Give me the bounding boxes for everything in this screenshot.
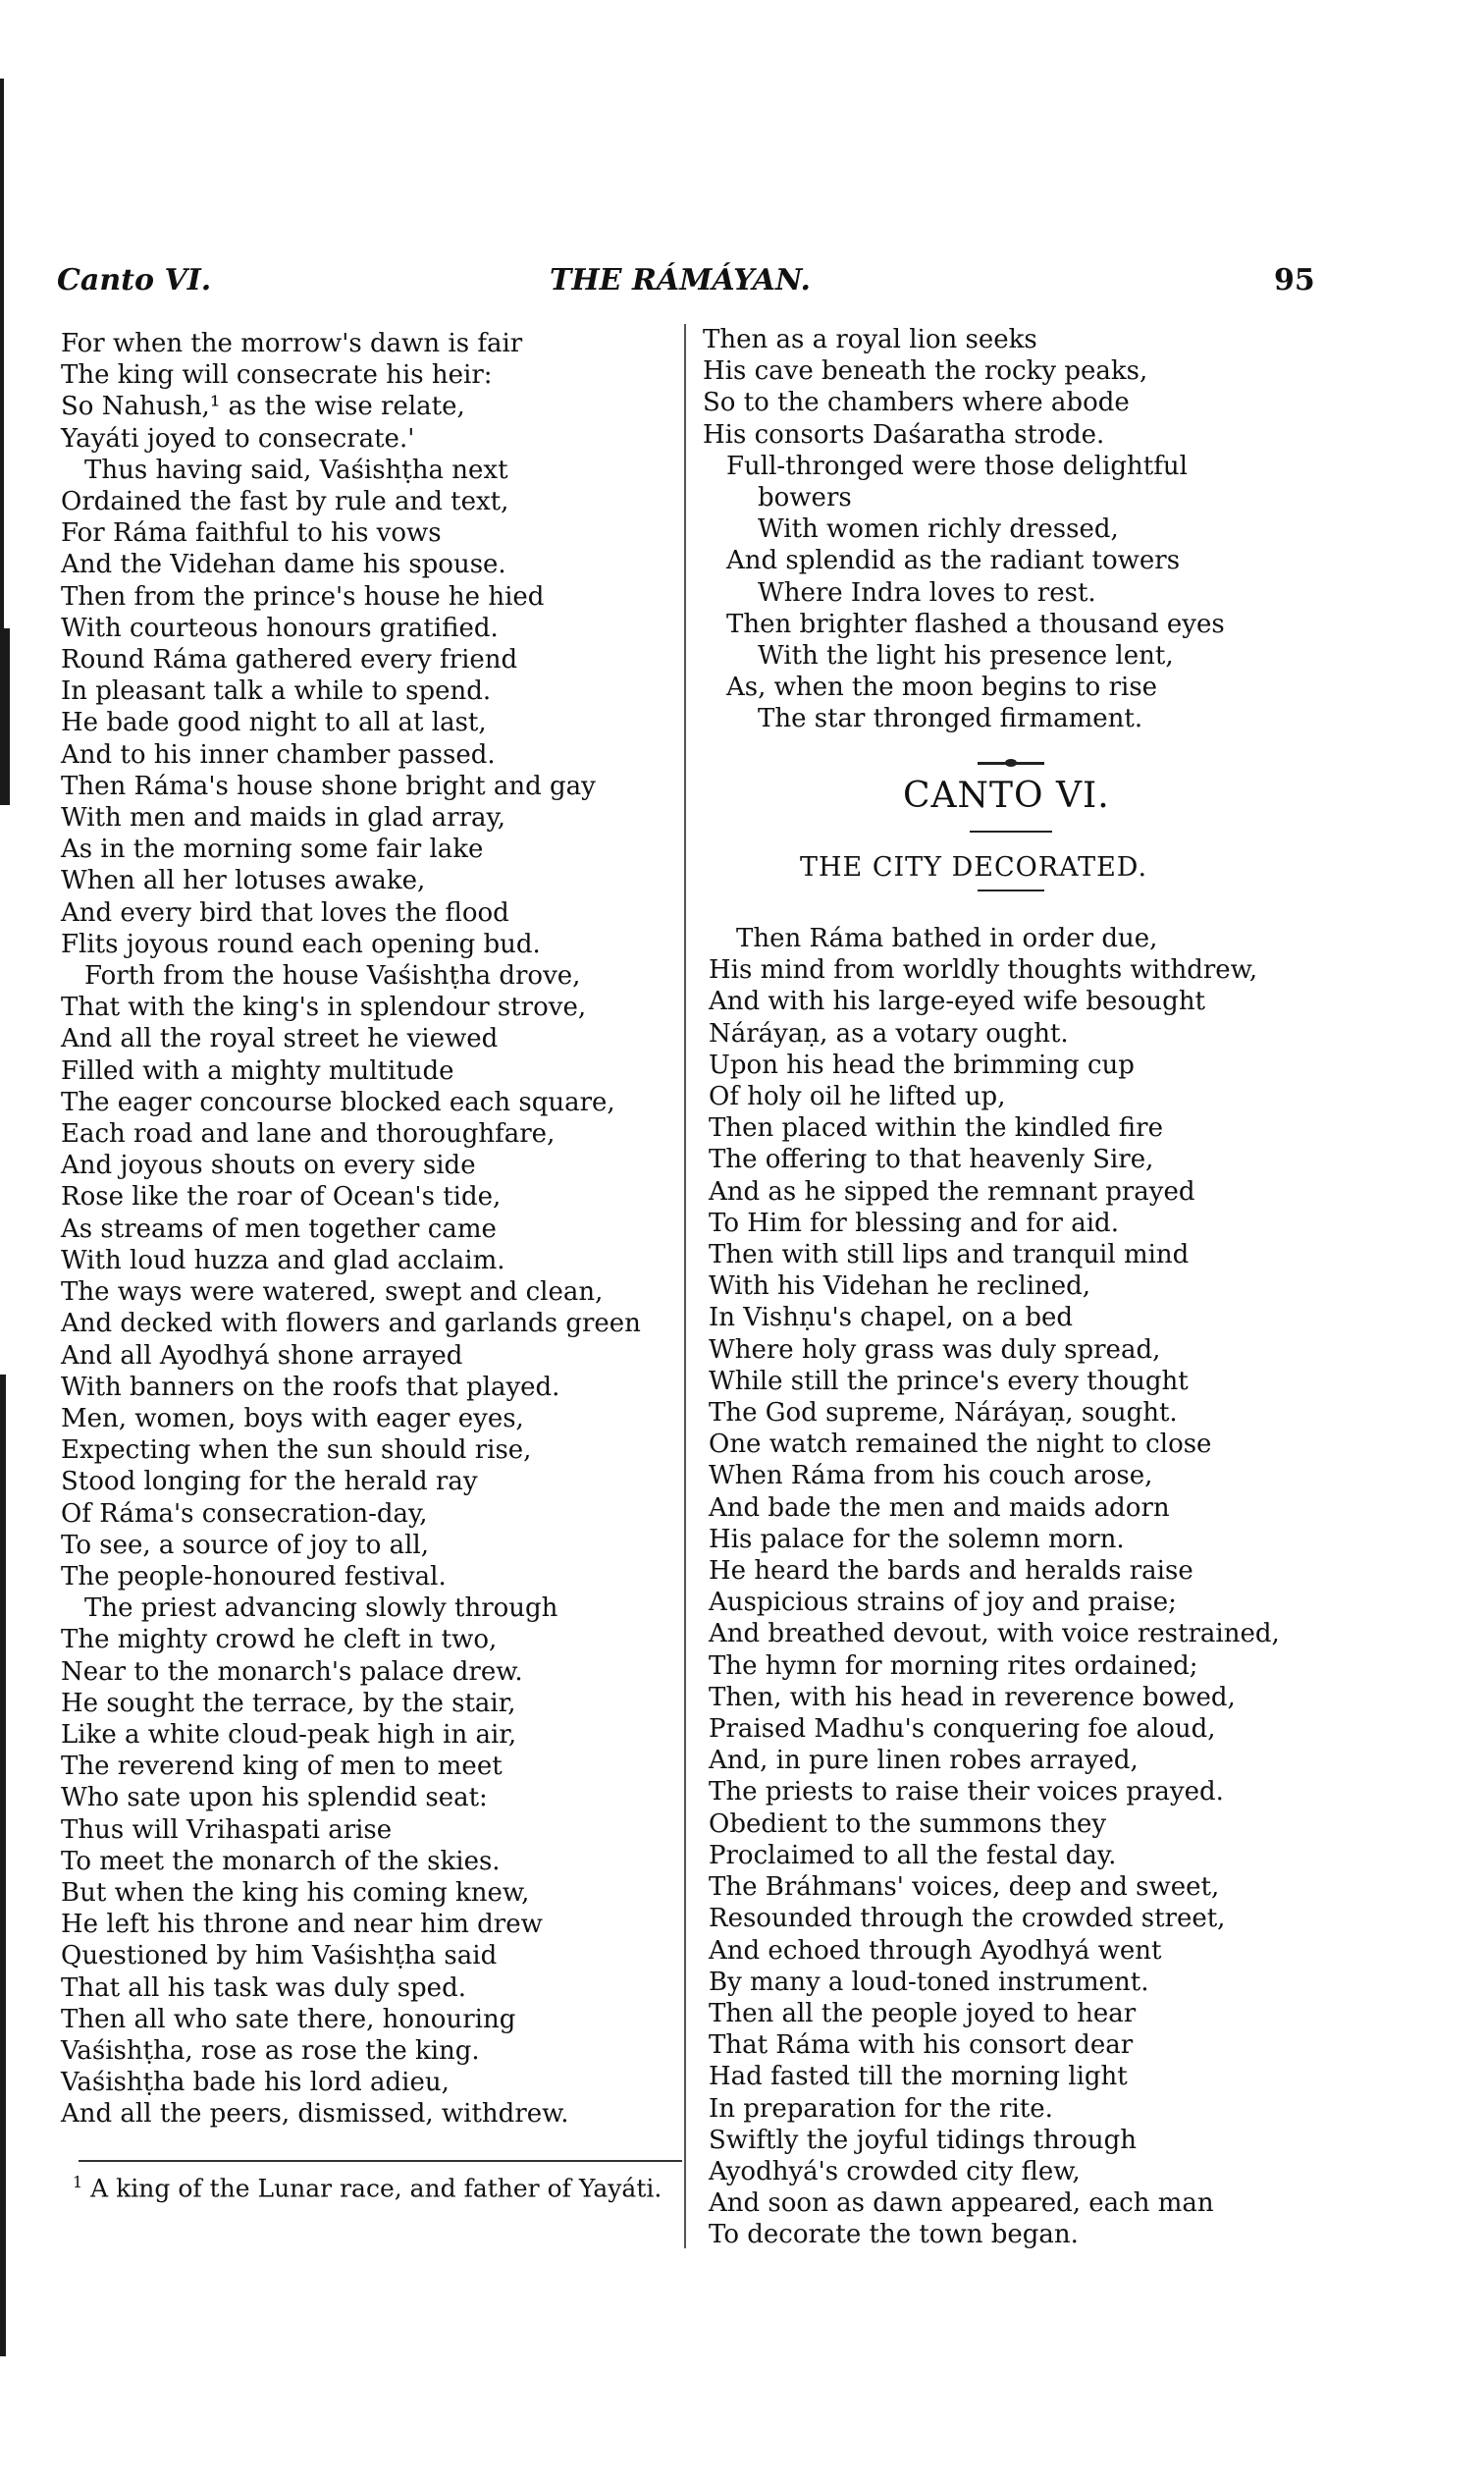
- verse-line: While still the prince's every thought: [709, 1366, 1189, 1396]
- verse-line: The mighty crowd he cleft in two,: [61, 1625, 498, 1655]
- verse-line: The priests to raise their voices prayed.: [709, 1777, 1224, 1808]
- verse-line: And every bird that loves the flood: [61, 897, 509, 928]
- verse-line: With women richly dressed,: [758, 514, 1119, 545]
- verse-line: And all the peers, dismissed, withdrew.: [61, 2099, 569, 2130]
- verse-line: In pleasant talk a while to spend.: [61, 676, 492, 707]
- verse-line: And the Videhan dame his spouse.: [61, 550, 506, 580]
- verse-line: And, in pure linen robes arrayed,: [709, 1746, 1139, 1776]
- verse-line: Then brighter flashed a thousand eyes: [726, 609, 1225, 639]
- verse-line: And joyous shouts on every side: [61, 1151, 476, 1181]
- verse-line: As streams of men together came: [61, 1214, 497, 1244]
- verse-line: Then placed within the kindled fire: [709, 1113, 1163, 1144]
- verse-line: The star thronged firmament.: [758, 704, 1143, 734]
- verse-line: His cave beneath the rocky peaks,: [703, 356, 1148, 387]
- verse-line: In preparation for the rite.: [709, 2093, 1053, 2124]
- verse-line: When all her lotuses awake,: [61, 866, 426, 896]
- verse-line: Obedient to the summons they: [709, 1808, 1107, 1839]
- footnote: [73, 2168, 691, 2203]
- scan-edge-mark: [0, 79, 4, 628]
- verse-line: When Ráma from his couch arose,: [709, 1461, 1153, 1491]
- verse-line: He heard the bards and heralds raise: [709, 1556, 1193, 1587]
- verse-line: Then as a royal lion seeks: [703, 325, 1037, 354]
- verse-line: With his Videhan he reclined,: [709, 1271, 1091, 1302]
- verse-line: The ways were watered, swept and clean,: [61, 1277, 604, 1308]
- verse-line: With courteous honours gratified.: [61, 613, 499, 643]
- verse-line: And breathed devout, with voice restrained,: [709, 1619, 1280, 1649]
- verse-line: He left his throne and near him drew: [61, 1910, 543, 1940]
- verse-line: Thus will Vrihaspati arise: [61, 1814, 393, 1845]
- footnote-text: A king of the Lunar race, and father of Yayáti.: [90, 2174, 662, 2203]
- verse-line: The people-honoured festival.: [61, 1561, 447, 1592]
- left-column: [61, 328, 689, 2131]
- verse-line: Then all who sate there, honouring: [61, 2004, 516, 2034]
- page-number: 95: [1274, 263, 1315, 297]
- verse-line: And echoed through Ayodhyá went: [709, 1935, 1162, 1966]
- verse-line: As, when the moon begins to rise: [726, 673, 1158, 703]
- verse-line: To see, a source of joy to all,: [61, 1530, 430, 1560]
- verse-line: The Bráhmans' voices, deep and sweet,: [709, 1872, 1220, 1903]
- verse-line: And to his inner chamber passed.: [61, 739, 496, 770]
- verse-line: And splendid as the radiant towers: [726, 546, 1181, 576]
- verse-line: Vaśishṭha bade his lord adieu,: [61, 2068, 450, 2098]
- right-column-top: [703, 324, 1331, 735]
- verse-line: That with the king's in splendour strove,: [61, 993, 587, 1023]
- verse-line: Expecting when the sun should rise,: [61, 1435, 532, 1466]
- verse-line: His mind from worldly thoughts withdrew,: [709, 955, 1258, 986]
- verse-line: So to the chambers where abode: [703, 388, 1130, 418]
- verse-line: And decked with flowers and garlands green: [61, 1309, 641, 1339]
- scan-edge-mark: [0, 628, 10, 805]
- verse-line: Vaśishṭha, rose as rose the king.: [61, 2035, 480, 2066]
- verse-line: Proclaimed to all the festal day.: [709, 1840, 1117, 1870]
- verse-line: Praised Madhu's conquering foe aloud,: [709, 1714, 1216, 1745]
- verse-line: By many a loud-toned instrument.: [709, 1967, 1149, 1997]
- verse-line: And as he sipped the remnant prayed: [709, 1176, 1195, 1207]
- verse-line: Full-thronged were those delightful: [726, 451, 1188, 481]
- verse-line: Had fasted till the morning light: [709, 2062, 1128, 2092]
- verse-line: Men, women, boys with eager eyes,: [61, 1403, 524, 1433]
- verse-line: To meet the monarch of the skies.: [61, 1846, 501, 1876]
- verse-line: And bade the men and maids adorn: [709, 1492, 1170, 1523]
- verse-line: Then all the people joyed to hear: [709, 1998, 1137, 2028]
- verse-line: The God supreme, Náráyaṇ, sought.: [709, 1398, 1178, 1429]
- verse-line: Like a white cloud-peak high in air,: [61, 1719, 517, 1750]
- verse-line: Round Ráma gathered every friend: [61, 645, 518, 675]
- verse-line: As in the morning some fair lake: [61, 835, 484, 865]
- verse-line: Swiftly the joyful tidings through: [709, 2125, 1138, 2155]
- verse-line: Then Ráma bathed in order due,: [736, 924, 1158, 953]
- scan-edge-mark: [0, 1375, 6, 2356]
- verse-line: The eager concourse blocked each square,: [61, 1087, 615, 1117]
- verse-line: For Ráma faithful to his vows: [61, 518, 442, 549]
- subtitle-rule: [978, 890, 1044, 891]
- verse-line: With banners on the roofs that played.: [61, 1372, 560, 1402]
- verse-line: Filled with a mighty multitude: [61, 1055, 454, 1086]
- verse-line: Flits joyous round each opening bud.: [61, 929, 541, 959]
- verse-line: In Vishṇu's chapel, on a bed: [709, 1303, 1074, 1333]
- verse-line: That Ráma with his consort dear: [709, 2030, 1134, 2061]
- verse-line: Then Ráma's house shone bright and gay: [61, 771, 596, 801]
- verse-line: Then with still lips and tranquil mind: [709, 1240, 1190, 1270]
- verse-line: Then, with his head in reverence bowed,: [709, 1682, 1236, 1712]
- footnote-marker: 1: [73, 2173, 83, 2191]
- verse-line: One watch remained the night to close: [709, 1430, 1212, 1460]
- canto-heading: CANTO VI.: [903, 776, 1110, 816]
- verse-line: Where holy grass was duly spread,: [709, 1334, 1161, 1365]
- verse-line: With the light his presence lent,: [758, 641, 1174, 672]
- header-canto: Canto VI.: [57, 263, 212, 297]
- verse-line: Ordained the fast by rule and text,: [61, 487, 509, 517]
- verse-line: To Him for blessing and for aid.: [709, 1208, 1119, 1238]
- verse-line: Upon his head the brimming cup: [709, 1050, 1135, 1080]
- verse-line: Yayáti joyed to consecrate.': [61, 423, 415, 454]
- verse-line: Náráyaṇ, as a votary ought.: [709, 1018, 1069, 1049]
- verse-line: Where Indra loves to rest.: [758, 577, 1096, 608]
- verse-line: Each road and lane and thoroughfare,: [61, 1119, 556, 1150]
- verse-line: The king will consecrate his heir:: [61, 360, 493, 391]
- canto-subtitle: THE CITY DECORATED.: [800, 852, 1148, 883]
- verse-line: Then from the prince's house he hied: [61, 581, 545, 612]
- right-column-bottom: [709, 923, 1337, 2251]
- verse-line: Of holy oil he lifted up,: [709, 1082, 1006, 1112]
- verse-line: And all Ayodhyá shone arrayed: [61, 1340, 463, 1371]
- verse-line: Rose like the roar of Ocean's tide,: [61, 1182, 502, 1213]
- verse-line: The offering to that heavenly Sire,: [709, 1145, 1154, 1175]
- verse-line: Stood longing for the herald ray: [61, 1467, 478, 1497]
- verse-line: Auspicious strains of joy and praise;: [709, 1588, 1177, 1618]
- column-divider: [684, 324, 686, 2248]
- verse-line: He sought the terrace, by the stair,: [61, 1688, 516, 1718]
- verse-line: Near to the monarch's palace drew.: [61, 1656, 523, 1687]
- verse-line: And all the royal street he viewed: [61, 1024, 499, 1054]
- verse-line: And soon as dawn appeared, each man: [709, 2188, 1214, 2219]
- verse-line: His palace for the solemn morn.: [709, 1524, 1125, 1554]
- verse-line: Ayodhyá's crowded city flew,: [709, 2156, 1081, 2186]
- verse-line: And with his large-eyed wife besought: [709, 987, 1206, 1017]
- running-header: [57, 263, 1313, 312]
- verse-line: Resounded through the crowded street,: [709, 1904, 1226, 1934]
- verse-line: So Nahush,¹ as the wise relate,: [61, 392, 465, 422]
- verse-line: With loud huzza and glad acclaim.: [61, 1245, 505, 1275]
- verse-line: Thus having said, Vaśishṭha next: [84, 455, 508, 485]
- verse-line: With men and maids in glad array,: [61, 803, 506, 834]
- verse-line: That all his task was duly sped.: [61, 1972, 466, 2003]
- ornament-divider: [978, 762, 1044, 765]
- verse-line: He bade good night to all at last,: [61, 708, 487, 738]
- verse-line: bowers: [758, 483, 852, 513]
- verse-line: Of Ráma's consecration-day,: [61, 1498, 428, 1529]
- header-title: THE RÁMÁYAN.: [550, 263, 811, 297]
- verse-line: Forth from the house Vaśishṭha drove,: [84, 961, 581, 992]
- verse-line: His consorts Daśaratha strode.: [703, 419, 1105, 450]
- verse-line: To decorate the town began.: [709, 2220, 1079, 2250]
- heading-rule: [970, 831, 1052, 833]
- footnote-rule: [79, 2160, 682, 2162]
- verse-line: The hymn for morning rites ordained;: [709, 1650, 1198, 1681]
- verse-line: Who sate upon his splendid seat:: [61, 1783, 488, 1813]
- verse-line: But when the king his coming knew,: [61, 1877, 530, 1908]
- verse-line: For when the morrow's dawn is fair: [61, 329, 523, 358]
- verse-line: Questioned by him Vaśishṭha said: [61, 1941, 498, 1971]
- verse-line: The reverend king of men to meet: [61, 1752, 503, 1782]
- verse-line: The priest advancing slowly through: [84, 1593, 558, 1624]
